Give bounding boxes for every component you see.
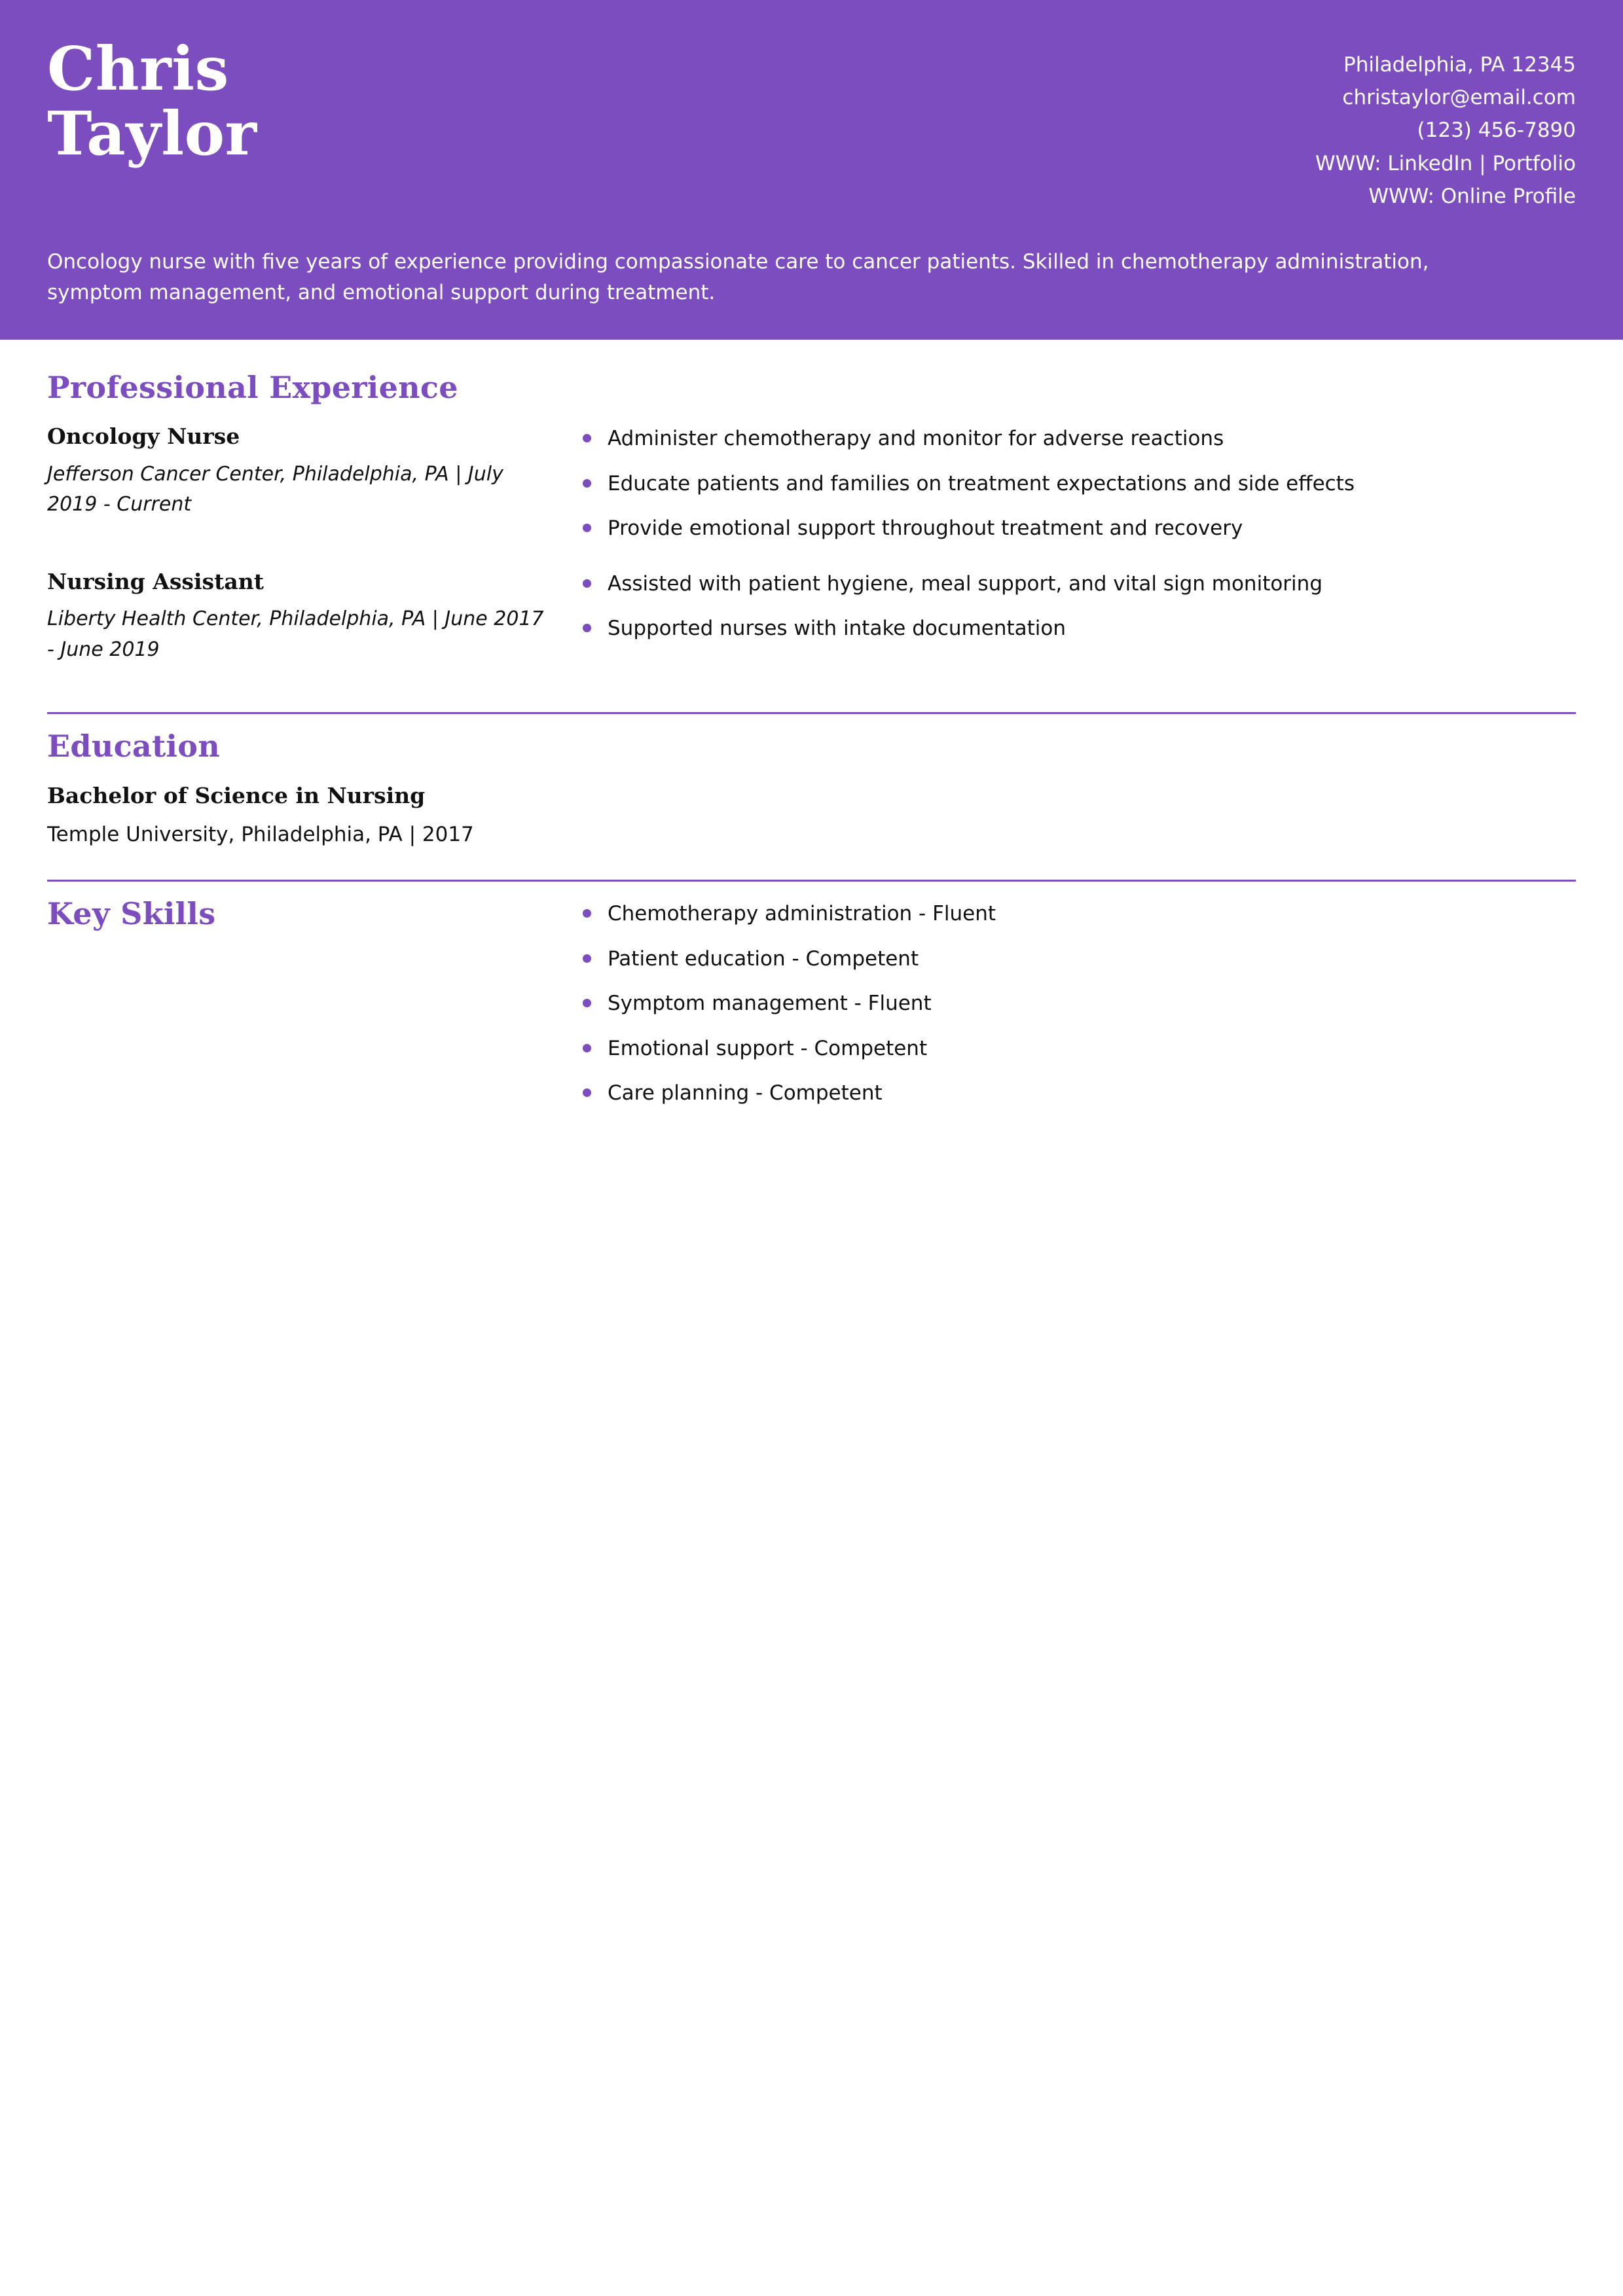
list-item: Supported nurses with intake documentation <box>571 613 1576 644</box>
section-skills <box>47 896 1576 1115</box>
skills-right <box>571 896 1576 1109</box>
contact-info <box>1183 34 1576 213</box>
contact-links[interactable]: WWW: LinkedIn | Portfolio <box>1315 151 1576 175</box>
education-meta: Temple University, Philadelphia, PA | 2017 <box>47 822 474 846</box>
list-item: Emotional support - Competent <box>571 1033 1576 1064</box>
section-title-skills: Key Skills <box>47 896 216 932</box>
contact-address: Philadelphia, PA 12345 <box>1343 53 1576 77</box>
section-divider <box>47 712 1576 714</box>
list-item: Provide emotional support throughout treatment and recovery <box>571 513 1576 544</box>
list-item: Symptom management - Fluent <box>571 988 1576 1019</box>
contact-online-profile[interactable]: WWW: Online Profile <box>1368 184 1576 208</box>
job-bullet-list <box>571 569 1576 644</box>
job-title: Nursing Assistant <box>47 568 264 594</box>
job-title: Oncology Nurse <box>47 423 240 450</box>
skills-list <box>571 899 1576 1109</box>
experience-entry-left <box>47 422 571 520</box>
section-title-experience: Professional Experience <box>47 370 458 406</box>
section-title-education: Education <box>47 728 221 764</box>
education-entry <box>47 781 1576 850</box>
section-experience <box>47 370 1576 695</box>
header-top-row <box>47 34 1576 213</box>
list-item: Assisted with patient hygiene, meal support, and vital sign monitoring <box>571 569 1576 600</box>
job-bullet-list <box>571 423 1576 544</box>
resume-header <box>0 0 1623 340</box>
education-degree: Bachelor of Science in Nursing <box>47 783 426 809</box>
skills-left <box>47 896 571 931</box>
list-item: Care planning - Competent <box>571 1078 1576 1109</box>
section-divider <box>47 880 1576 882</box>
experience-entry-right <box>571 422 1576 544</box>
job-meta: Jefferson Cancer Center, Philadelphia, PA | July 2019 - Current <box>47 462 503 516</box>
experience-entry-right <box>571 567 1576 644</box>
skills-row <box>47 896 1576 1109</box>
professional-summary: Oncology nurse with five years of experience providing compassionate care to cancer patients. Skilled in chemotherapy administration, symptom management, and emotional support during treatment. <box>47 250 1429 305</box>
experience-entry <box>47 567 1576 666</box>
experience-entry <box>47 422 1576 544</box>
candidate-name <box>47 33 257 170</box>
last-name: Taylor <box>47 98 257 170</box>
section-education <box>47 728 1576 863</box>
contact-email[interactable]: christaylor@email.com <box>1342 86 1576 110</box>
list-item: Administer chemotherapy and monitor for adverse reactions <box>571 423 1576 454</box>
first-name: Chris <box>47 33 229 104</box>
experience-entry-left <box>47 567 571 666</box>
list-item: Chemotherapy administration - Fluent <box>571 899 1576 929</box>
job-meta: Liberty Health Center, Philadelphia, PA | June 2017 - June 2019 <box>47 607 544 661</box>
list-item: Patient education - Competent <box>571 944 1576 975</box>
resume-page <box>0 0 1623 1115</box>
contact-phone: (123) 456-7890 <box>1417 118 1576 143</box>
resume-body <box>0 340 1623 1115</box>
list-item: Educate patients and families on treatment expectations and side effects <box>571 469 1576 499</box>
